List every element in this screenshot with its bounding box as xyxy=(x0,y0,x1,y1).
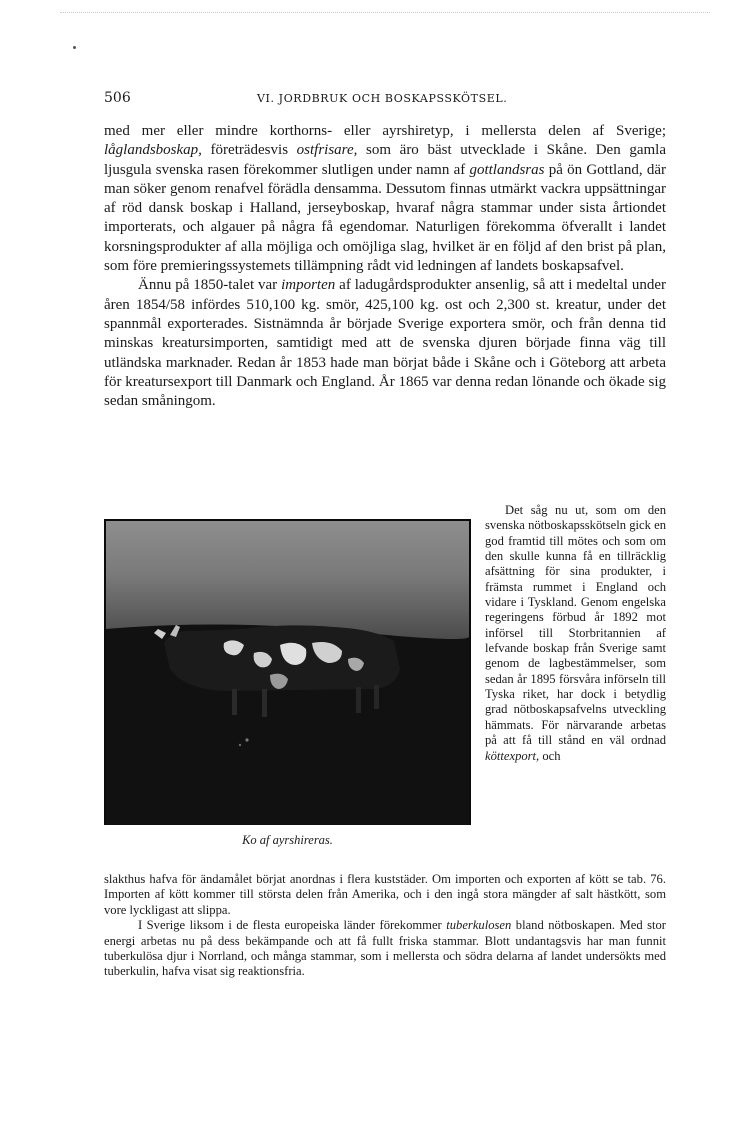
page-number: 506 xyxy=(104,90,131,106)
paragraph: I Sverige liksom i de flesta europeiska länder förekommer tuberkulosen bland nötboskapen. Med stor energi arbetas nu på dess bekämpande och att få fullt friska stammar. Blott undantagsvis har man funnit tuberkulösa djur i Norrland, och många stammar, som i mellersta och södra delarna af landet undersökts med tuberkulin, hafva visat sig reaktionsfria. xyxy=(104,918,666,979)
scan-edge-line xyxy=(60,12,710,13)
term-ostfrisare: ostfrisare, xyxy=(296,142,358,159)
bottom-text xyxy=(104,872,666,980)
term-tuberkulosen: tuberkulosen xyxy=(446,918,512,933)
figure xyxy=(104,519,474,849)
term-importen: importen xyxy=(281,277,336,294)
paragraph: med mer eller mindre korthorns- eller ayrshiretyp, i mellersta delen af Sverige; låglandsboskap, företrädesvis ostfrisare, som äro bäst utvecklade i Skåne. Den gamla ljusgula svenska rasen förekommer slutligen under namn af gottlandsras på ön Gottland, där man söker genom renafvel förädla densamma. Dessutom finnas utmärkt vackra uppsättningar af röd dansk boskap i Halland, jerseyboskap, hvaraf några stammar under sista årtiondet importerats, och algauer på några få egendomar. Naturligen förekomma öfverallt i landet korsningsprodukter af alla möjliga och omöjliga slag, hvilket är en följd af den brist på plan, som före premieringssystemets tillämpning rådt vid ledningen af landets boskapsafvel. xyxy=(104,123,666,275)
main-text xyxy=(104,122,666,411)
cow-photograph xyxy=(104,519,471,825)
paragraph: Det såg nu ut, som om den svenska nötboskapsskötseln gick en god framtid till mötes och som om den skulle kunna få en tillräcklig afsättning för sina produkter, i främsta rummet i England och vidare i Tyskland. Genom engelska regeringens förbud år 1892 mot införsel till Storbritannien af lefvande boskap från Sverige samt genom de lagbestämmelser, som sedan år 1895 försvåra införseln till Tyska riket, har dock i betydlig grad nötboskapsafvelns utveckling hämmats. För närvarande arbetas på att få till stånd en väl ordnad köttexport, och xyxy=(485,503,666,763)
ink-speck xyxy=(73,46,76,49)
term-laglandsboskap: låglandsboskap, xyxy=(104,142,202,159)
running-head xyxy=(104,90,664,106)
paragraph: slakthus hafva för ändamålet börjat anordnas i flera kuststäder. Om importen och exporten af kött se tab. 76. Importen af kött kommer till största delen från Amerika, och i den ingå stora mängder af salt hästkött, som vore lyckligast att slippa. xyxy=(104,872,666,917)
running-title: VI. JORDBRUK OCH BOSKAPSSKÖTSEL. xyxy=(257,92,508,105)
side-column-text xyxy=(485,503,666,764)
paragraph: Ännu på 1850-talet var importen af ladugårdsprodukter ansenlig, så att i medeltal under åren 1854/58 infördes 510,100 kg. smör, 425,100 kg. ost och 2,300 st. kreatur, under det spannmål exporterades. Sistnämnda år började Sverige exportera smör, och från denna tid minskas kreatursimporten, samtidigt med att de svenska djuren började finna väg till utländska marknader. Redan år 1853 hade man börjat både i Skåne och i Göteborg att arbeta för kreatursexport till Danmark och England. År 1865 var denna redan lönande och ökade sig sedan småningom. xyxy=(104,277,666,410)
term-gottlandsras: gottlandsras xyxy=(469,161,545,178)
figure-caption: Ko af ayrshireras. xyxy=(242,833,333,847)
term-kottexport: köttexport, xyxy=(485,748,540,763)
